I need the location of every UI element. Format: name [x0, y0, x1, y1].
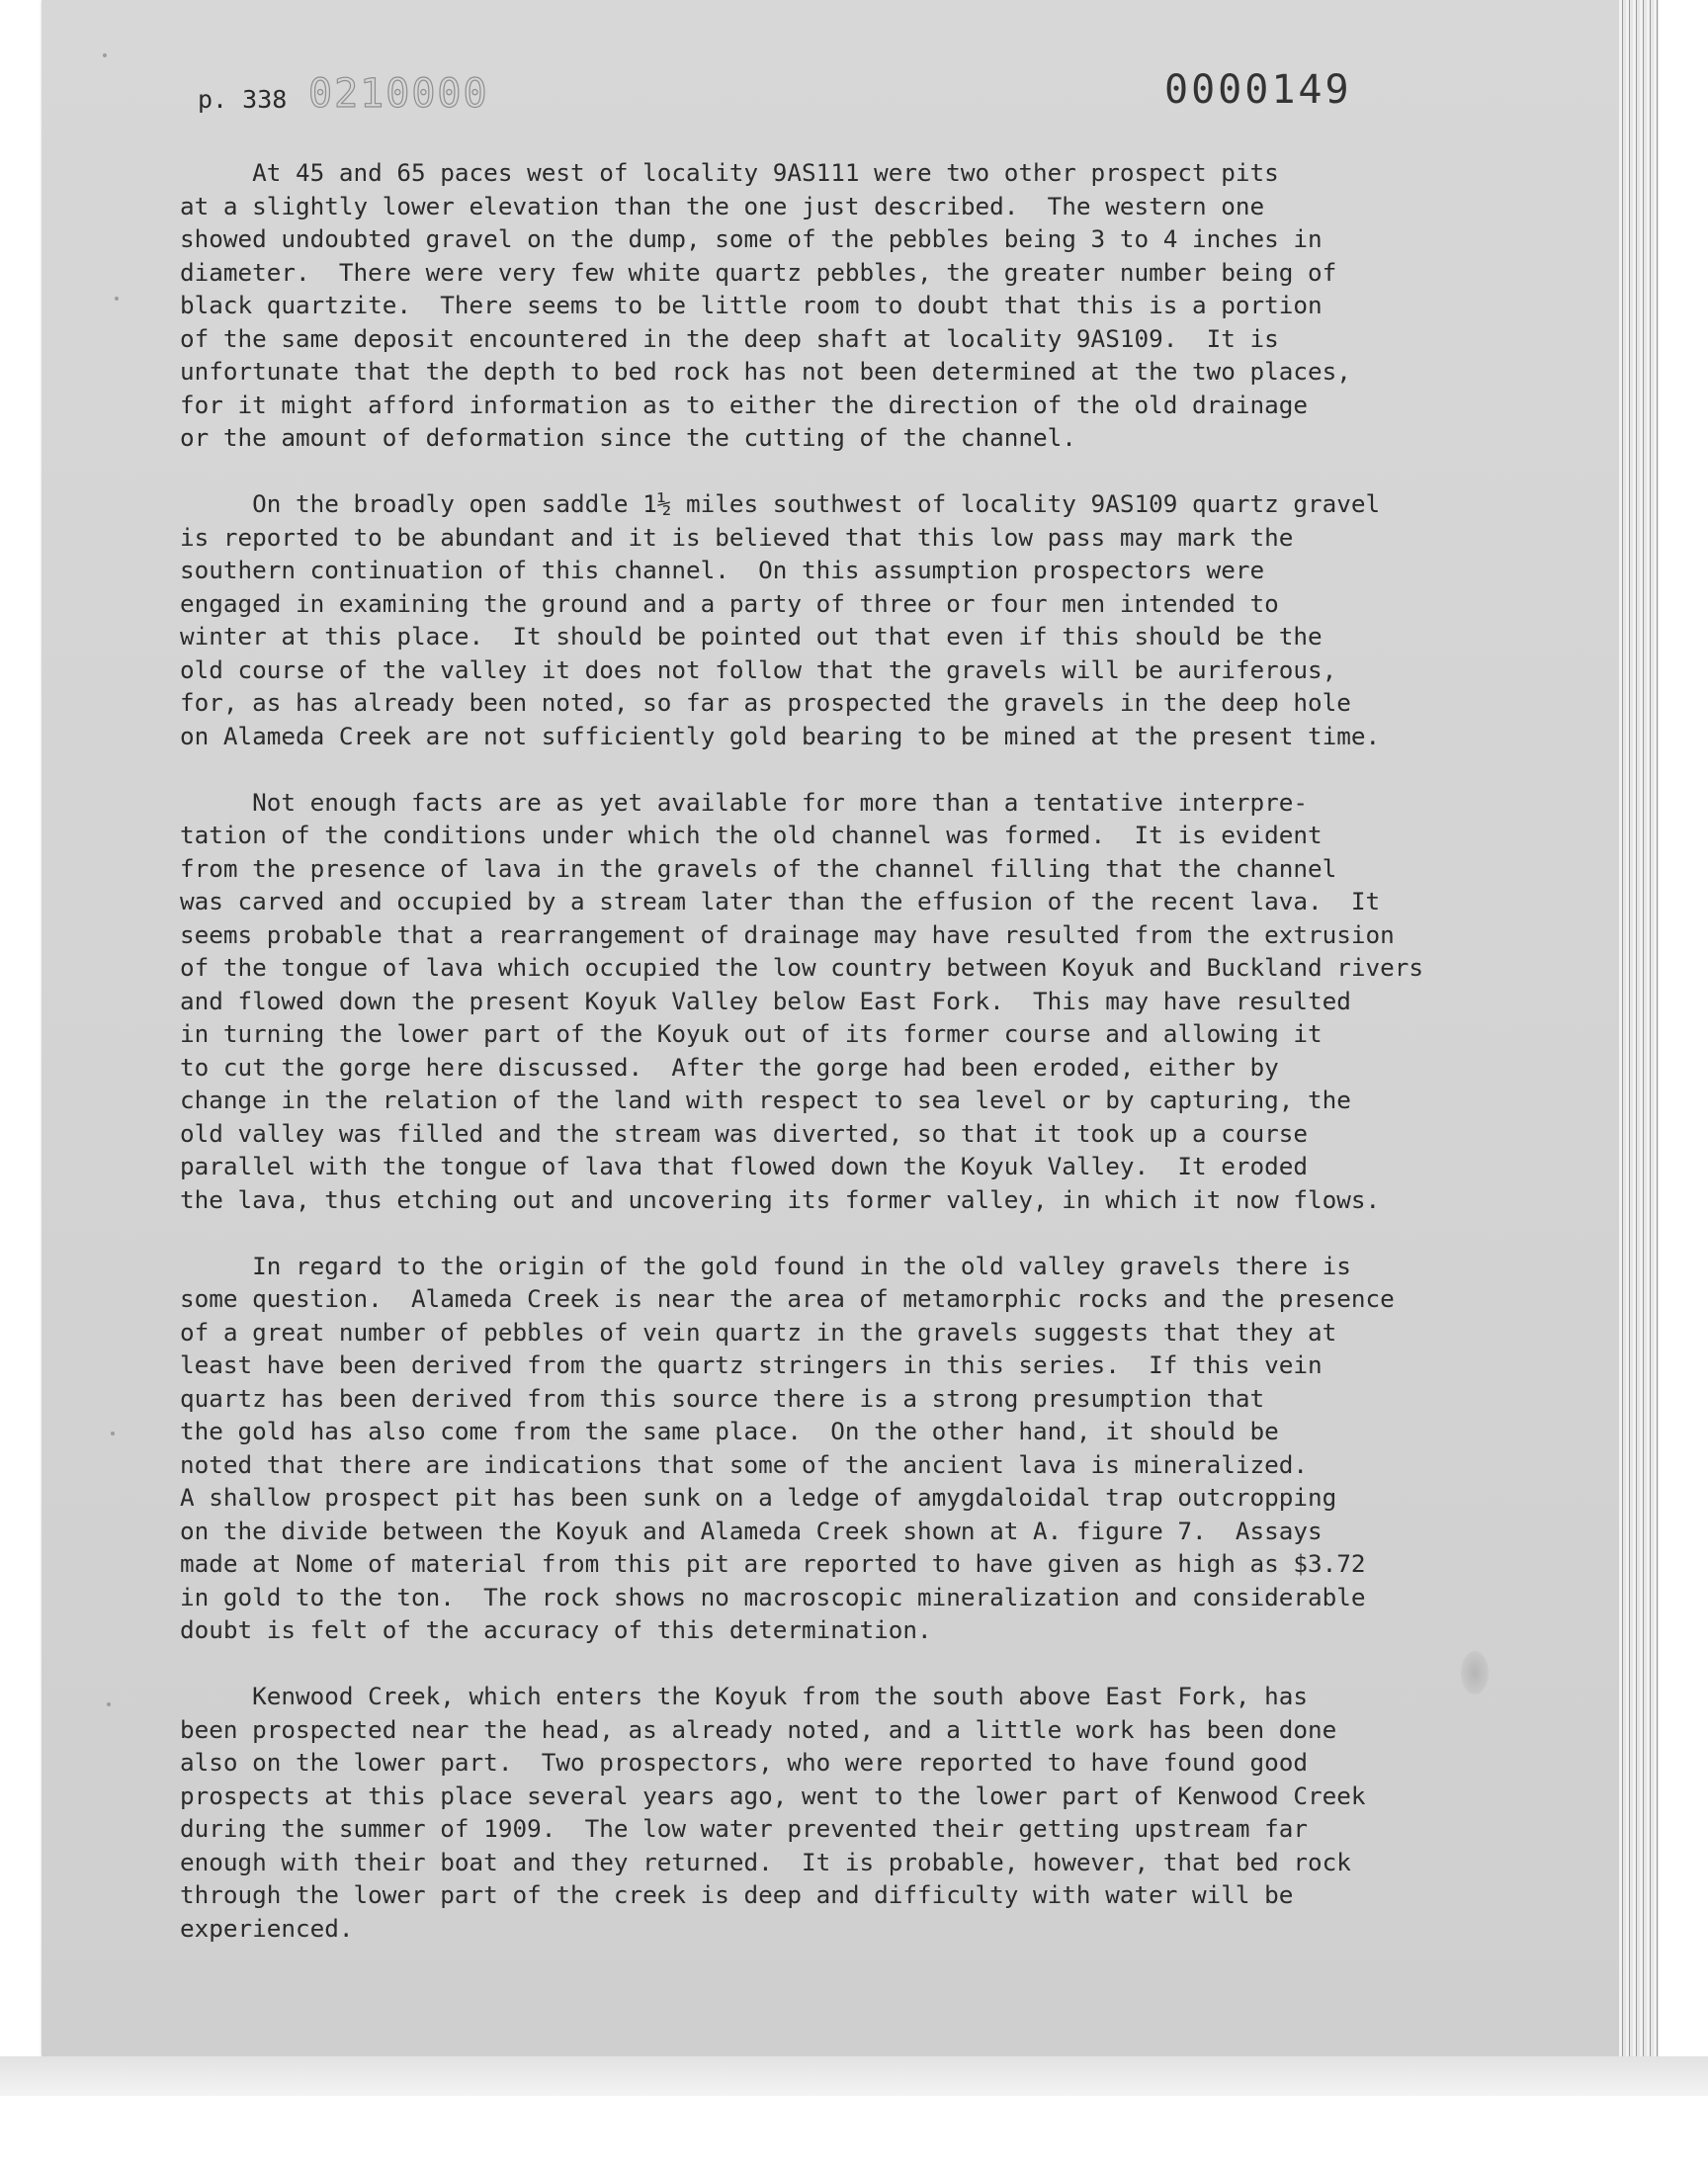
page-stack-edge	[1619, 0, 1659, 2096]
text-line: enough with their boat and they returned. It is probable, however, that bed rock	[180, 1847, 1351, 1876]
document-number: 0000149	[1164, 67, 1352, 113]
text-line: tation of the conditions under which the old channel was formed. It is evident	[180, 821, 1323, 849]
text-line: doubt is felt of the accuracy of this determination.	[180, 1615, 932, 1644]
speck-mark	[103, 53, 107, 57]
text-line: of the tongue of lava which occupied the low country between Koyuk and Buckland rivers	[180, 953, 1424, 982]
paragraph	[180, 1250, 1613, 1647]
text-line: in turning the lower part of the Koyuk out of its former course and allowing it	[180, 1019, 1323, 1048]
paragraph	[180, 156, 1613, 455]
text-line: the gold has also come from the same place. On the other hand, it should be	[180, 1417, 1279, 1445]
text-line: also on the lower part. Two prospectors, who were reported to have found good	[180, 1748, 1308, 1777]
text-line: winter at this place. It should be pointed out that even if this should be the	[180, 622, 1323, 651]
paragraph	[180, 786, 1613, 1217]
text-line: old course of the valley it does not follow that the gravels will be auriferous,	[180, 654, 1337, 684]
text-line: in gold to the ton. The rock shows no macroscopic mineralization and considerable	[180, 1582, 1366, 1611]
text-line: through the lower part of the creek is deep and difficulty with water will be	[180, 1880, 1294, 1909]
text-line: on Alameda Creek are not sufficiently gold bearing to be mined at the present time.	[180, 721, 1381, 750]
text-line: for it might afford information as to either the direction of the old drainage	[180, 390, 1308, 419]
page-reference: p. 338	[198, 85, 288, 114]
text-line: at a slightly lower elevation than the one just described. The western one	[180, 191, 1265, 220]
text-line: engaged in examining the ground and a party of three or four men intended to	[180, 588, 1279, 618]
text-line: At 45 and 65 paces west of locality 9AS111 were two other prospect pits	[180, 158, 1279, 187]
faded-stamp-number: 0210000	[308, 71, 489, 117]
text-line: black quartzite. There seems to be little room to doubt that this is a portion	[180, 291, 1323, 319]
text-line: on the divide between the Koyuk and Alameda Creek shown at A. figure 7. Assays	[180, 1516, 1323, 1545]
text-line: and flowed down the present Koyuk Valley below East Fork. This may have resulted	[180, 986, 1351, 1015]
text-line: during the summer of 1909. The low water prevented their getting upstream far	[180, 1814, 1308, 1843]
text-line: Not enough facts are as yet available for more than a tentative interpre-	[180, 787, 1308, 817]
paragraph	[180, 487, 1613, 752]
text-line: A shallow prospect pit has been sunk on a ledge of amygdaloidal trap outcropping	[180, 1483, 1337, 1512]
text-line: unfortunate that the depth to bed rock has not been determined at the two places,	[180, 357, 1351, 386]
text-line: On the broadly open saddle 1½ miles southwest of locality 9AS109 quartz gravel	[180, 489, 1381, 518]
text-line: parallel with the tongue of lava that flowed down the Koyuk Valley. It eroded	[180, 1152, 1308, 1180]
text-line: made at Nome of material from this pit are reported to have given as high as $3.72	[180, 1549, 1366, 1578]
speck-mark	[111, 1432, 115, 1436]
text-line: In regard to the origin of the gold found in the old valley gravels there is	[180, 1251, 1351, 1280]
text-line: diameter. There were very few white quartz pebbles, the greater number being of	[180, 257, 1337, 287]
text-line: some question. Alameda Creek is near the area of metamorphic rocks and the presence	[180, 1284, 1395, 1313]
text-line: Kenwood Creek, which enters the Koyuk from the south above East Fork, has	[180, 1682, 1308, 1710]
text-line: least have been derived from the quartz stringers in this series. If this vein	[180, 1350, 1323, 1379]
text-line: prospects at this place several years ago, went to the lower part of Kenwood Creek	[180, 1781, 1366, 1810]
page-header	[198, 65, 1404, 125]
text-line: or the amount of deformation since the cutting of the channel.	[180, 423, 1076, 452]
text-line: from the presence of lava in the gravels of the channel filling that the channel	[180, 853, 1337, 883]
text-line: for, as has already been noted, so far as prospected the gravels in the deep hole	[180, 688, 1351, 717]
text-line: seems probable that a rearrangement of drainage may have resulted from the extrusion	[180, 919, 1395, 949]
text-line: southern continuation of this channel. On this assumption prospectors were	[180, 556, 1265, 584]
paragraph	[180, 1680, 1613, 1945]
text-line: was carved and occupied by a stream later than the effusion of the recent lava. It	[180, 887, 1381, 915]
text-line: quartz has been derived from this source there is a strong presumption that	[180, 1383, 1265, 1413]
text-line: old valley was filled and the stream was diverted, so that it took up a course	[180, 1118, 1308, 1148]
text-line: been prospected near the head, as already noted, and a little work has been done	[180, 1714, 1337, 1744]
text-line: of the same deposit encountered in the deep shaft at locality 9AS109. It is	[180, 323, 1279, 353]
document-body	[180, 156, 1613, 1978]
text-line: change in the relation of the land with respect to sea level or by capturing, the	[180, 1086, 1351, 1114]
text-line: the lava, thus etching out and uncovering its former valley, in which it now flows.	[180, 1184, 1381, 1214]
text-line: showed undoubted gravel on the dump, some of the pebbles being 3 to 4 inches in	[180, 224, 1323, 253]
text-line: experienced.	[180, 1913, 354, 1943]
speck-mark	[107, 1702, 111, 1706]
text-line: noted that there are indications that some of the ancient lava is mineralized.	[180, 1449, 1308, 1479]
bottom-margin	[0, 2056, 1708, 2096]
text-line: to cut the gorge here discussed. After the gorge had been eroded, either by	[180, 1052, 1279, 1082]
text-line: is reported to be abundant and it is believed that this low pass may mark the	[180, 522, 1294, 552]
text-line: of a great number of pebbles of vein quartz in the gravels suggests that they at	[180, 1317, 1337, 1347]
speck-mark	[115, 297, 119, 301]
